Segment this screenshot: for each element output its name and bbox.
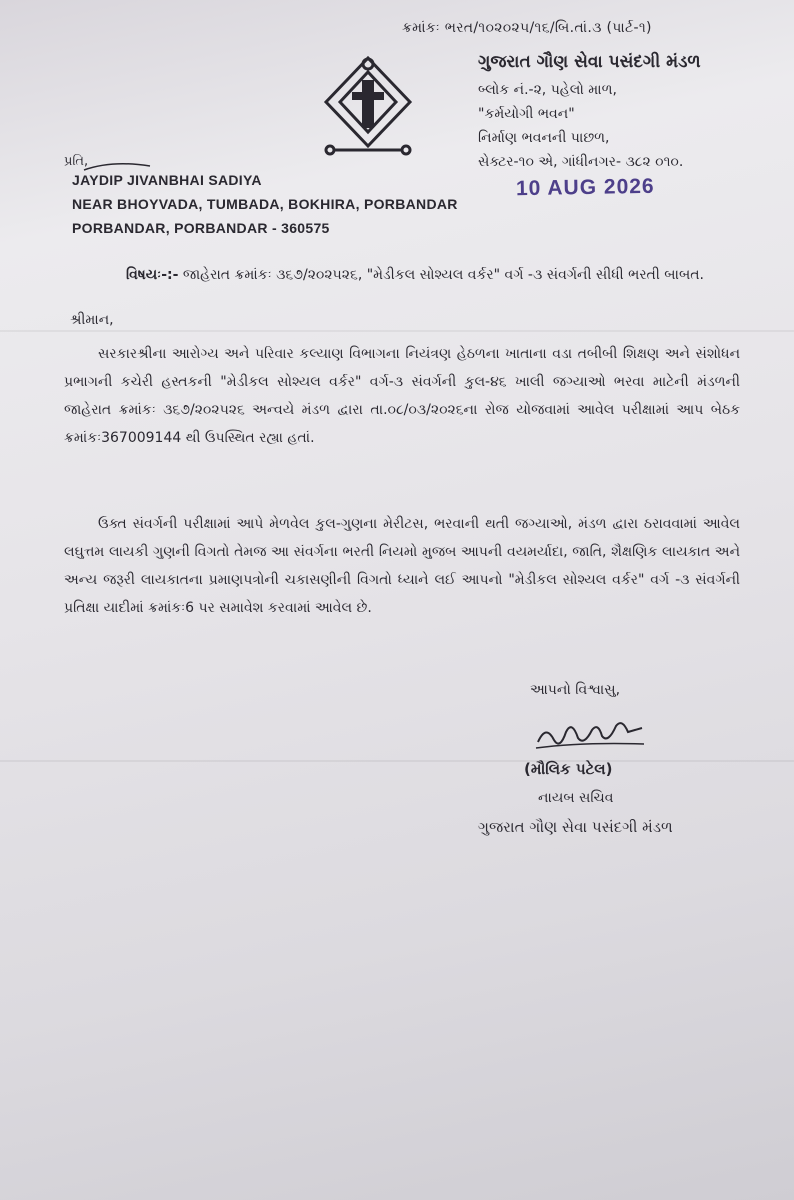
signer-name: (મૌલિક પટેલ) [524, 760, 613, 778]
signer-organization: ગુજરાત ગૌણ સેવા પસંદગી મંડળ [478, 818, 673, 836]
date-stamp: 10 AUG 2026 [515, 174, 655, 201]
body-paragraph-2: ઉક્ત સંવર્ગની પરીક્ષામાં આપે મેળવેલ કુલ-ગુણના મેરીટસ, ભરવાની થતી જગ્યાઓ, મંડળ દ્વારા ઠરાવવામાં આવેલ લઘુત્તમ લાયકી ગુણની વિગતો તેમજ આ સંવર્ગના ભરતી નિયમો મુજબ આપની વયમર્યાદા, જાતિ, શૈક્ષણિક લાયકાત અને અન્ય જરૂરી લાયકાતના પ્રમાણપત્રોની ચકાસણીની વિગતો ધ્યાને લઈ આપનો "મેડીકલ સોશ્યલ વર્કર" વર્ગ -૩ સંવર્ગની પ્રતિક્ષા યાદીમાં ક્રમાંકઃ6 પર સમાવેશ કરવામાં આવેલ છે. [64, 516, 740, 616]
org-address-line: નિર્માણ ભવનની પાછળ, [478, 130, 610, 146]
org-name: ગુજરાત ગૌણ સેવા પસંદગી મંડળ [478, 52, 701, 72]
recipient-line: PORBANDAR, PORBANDAR - 360575 [72, 220, 330, 236]
signature-icon [532, 712, 652, 756]
body-paragraph-1: સરકારશ્રીના આરોગ્ય અને પરિવાર કલ્યાણ વિભાગના નિયંત્રણ હેઠળના ખાતાના વડા તબીબી શિક્ષણ અને સંશોધન પ્રભાગની કચેરી હસ્તકની "મેડીકલ સોશ્યલ વર્કર" વર્ગ-૩ સંવર્ગની કુલ-૪૬ ખાલી જગ્યાઓ ભરવા માટેની મંડળની જાહેરાત ક્રમાંકઃ ૩૬૭/૨૦૨૫૨૬ અન્વયે મંડળ દ્વારા તા.૦૮/૦૩/૨૦૨૬ના રોજ યોજવામાં આવેલ પરીક્ષામાં આપ બેઠક ક્રમાંકઃ367009144 થી ઉપસ્થિત રહ્યા હતાં. [64, 346, 740, 446]
signer-designation: નાયબ સચિવ [538, 790, 614, 806]
recipient-address [72, 168, 458, 240]
salutation: શ્રીમાન, [70, 312, 114, 328]
reference-number: ક્રમાંકઃ ભરત/૧૦૨૦૨૫/૧૬/બિ.તાં.૩ (પાર્ટ-૧) [402, 20, 652, 36]
subject-line [126, 262, 726, 288]
org-letterhead [478, 50, 701, 174]
subject-text: જાહેરાત ક્રમાંકઃ ૩૬૭/૨૦૨૫૨૬, "મેડીકલ સોશ્યલ વર્કર" વર્ગ -૩ સંવર્ગની સીધી ભરતી બાબત. [182, 267, 704, 283]
gssb-emblem-icon [318, 52, 418, 162]
recipient-prefix [64, 154, 88, 169]
closing-sign-off: આપનો વિશ્વાસુ, [530, 682, 621, 698]
prati-label: પ્રતિ, [64, 154, 89, 169]
recipient-line: NEAR BHOYVADA, TUMBADA, BOKHIRA, PORBANDAR [72, 196, 458, 212]
recipient-line: JAYDIP JIVANBHAI SADIYA [72, 172, 262, 188]
org-address-line: સેક્ટર-૧૦ એ, ગાંધીનગર- ૩૮૨ ૦૧૦. [478, 154, 684, 170]
org-address-line: "કર્મયોગી ભવન" [478, 106, 575, 122]
subject-label: વિષયઃ-:- [126, 267, 179, 283]
org-address-line: બ્લોક નં.-૨, પહેલો માળ, [478, 82, 617, 98]
